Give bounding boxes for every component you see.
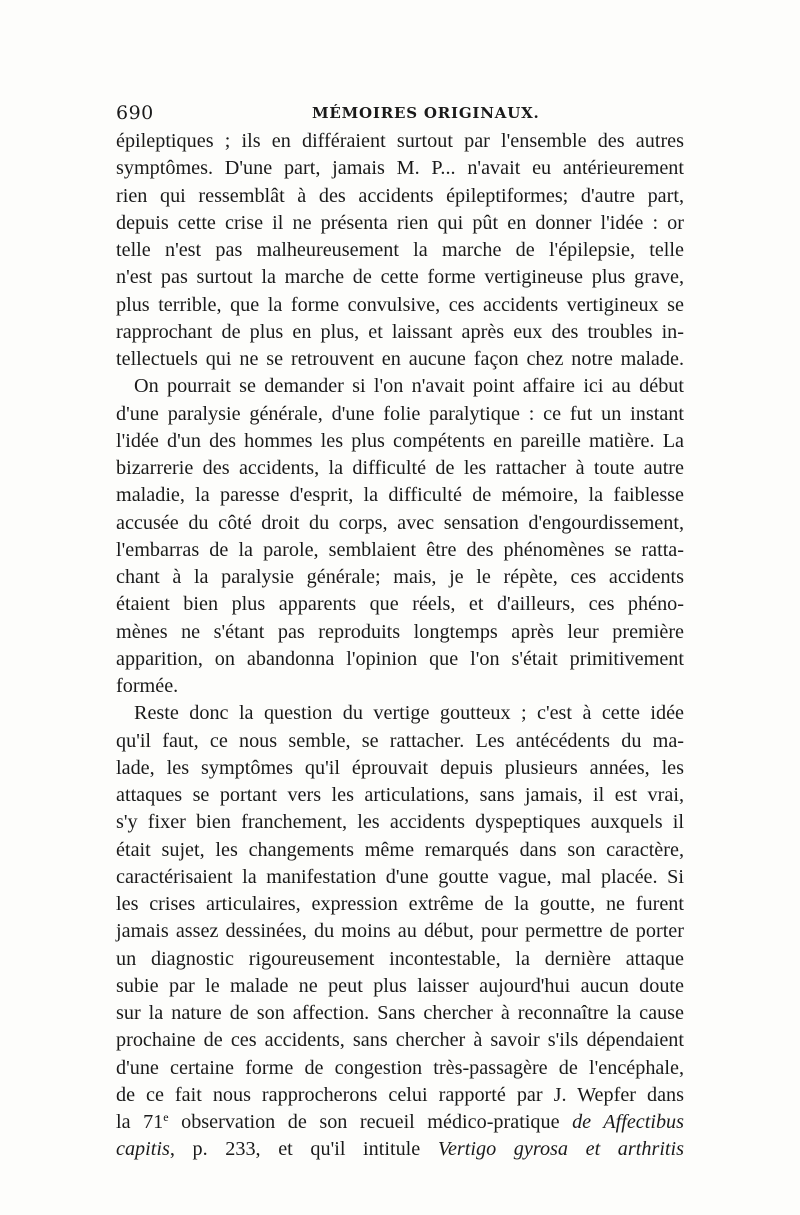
text-line: plus terrible, que la forme convulsive, ces accidents vertigineux se (116, 293, 684, 316)
text-line: symptômes. D'une part, jamais M. P... n'avait eu antérieurement (116, 157, 684, 180)
text-line: rapprochant de plus en plus, et laissant après eux des troubles in- (116, 320, 684, 343)
text-line: jamais assez dessinées, du moins au début, pour permettre de porter (116, 920, 684, 943)
text-fragment: , p. 233, et qu'il intitule (169, 1138, 438, 1161)
page-header (116, 98, 684, 128)
text-line: subie par le malade ne peut plus laisser aujourd'hui aucun doute (116, 974, 684, 997)
page-number: 690 (116, 102, 154, 124)
text-line: n'est pas surtout la marche de cette forme vertigineuse plus grave, (116, 266, 684, 289)
paragraph-start-line: Reste donc la question du vertige goutteux ; c'est à cette idée (134, 702, 684, 725)
superscript: e (163, 1110, 169, 1124)
text-line: apparition, on abandonna l'opinion que l'on s'était primitivement (116, 647, 684, 670)
text-fragment: la 71 (116, 1111, 164, 1133)
italic-title: de Affectibus (572, 1111, 684, 1133)
text-line: s'y fixer bien franchement, les accidents dyspeptiques auxquels il (116, 811, 684, 834)
text-line: l'embarras de la parole, semblaient être des phénomènes se ratta- (116, 538, 684, 561)
text-line: maladie, la paresse d'esprit, la difficulté de mémoire, la faiblesse (116, 484, 684, 507)
text-line: caractérisaient la manifestation d'une goutte vague, mal placée. Si (116, 865, 684, 888)
text-line: chant à la paralysie générale; mais, je le répète, ces accidents (116, 566, 684, 588)
paragraph-start-line: On pourrait se demander si l'on n'avait point affaire ici au début (134, 375, 684, 398)
text-line: d'une certaine forme de congestion très-passagère de l'encéphale, (116, 1056, 684, 1079)
body-text (116, 128, 684, 1164)
italic-title: capitis (116, 1138, 170, 1161)
text-line: depuis cette crise il ne présenta rien qui pût en donner l'idée : or (116, 211, 684, 234)
paragraph-end-line: formée. (116, 675, 179, 697)
text-line: étaient bien plus apparents que réels, et d'ailleurs, ces phéno- (116, 593, 684, 616)
text-line: bizarrerie des accidents, la difficulté de les rattacher à toute autre (116, 457, 684, 479)
text-line: l'idée d'un des hommes les plus compétents en pareille matière. La (116, 429, 684, 452)
text-fragment: observation de son recueil médico-pratique (168, 1111, 573, 1133)
text-line (116, 1109, 684, 1136)
italic-title: Vertigo gyrosa et arthritis (437, 1138, 685, 1161)
text-line: attaques se portant vers les articulations, sans jamais, il est vrai, (116, 784, 684, 806)
text-line: mènes ne s'étant pas reproduits longtemps après leur première (116, 620, 684, 643)
text-line: lade, les symptômes qu'il éprouvait depuis plusieurs années, les (116, 756, 684, 779)
text-line: accusée du côté droit du corps, avec sensation d'engourdissement, (116, 511, 684, 534)
text-line: prochaine de ces accidents, sans chercher à savoir s'ils dépendaient (116, 1029, 684, 1052)
text-line: épileptiques ; ils en différaient surtout par l'ensemble des autres (116, 130, 684, 152)
text-line: était sujet, les changements même remarqués dans son caractère, (116, 838, 684, 861)
running-title: MÉMOIRES ORIGINAUX. (312, 104, 540, 122)
text-line: d'une paralysie générale, d'une folie paralytique : ce fut un instant (116, 402, 684, 425)
text-line: telle n'est pas malheureusement la marche de l'épilepsie, telle (116, 239, 684, 261)
text-line: qu'il faut, ce nous semble, se rattacher. Les antécédents du ma- (116, 729, 684, 752)
text-line: les crises articulaires, expression extrême de la goutte, ne furent (116, 893, 684, 915)
text-line (116, 1136, 684, 1163)
text-line: tellectuels qui ne se retrouvent en aucune façon chez notre malade. (116, 348, 684, 370)
text-line: sur la nature de son affection. Sans chercher à reconnaître la cause (116, 1002, 684, 1024)
text-line: un diagnostic rigoureusement incontestable, la dernière attaque (116, 947, 684, 970)
text-line: de ce fait nous rapprocherons celui rapporté par J. Wepfer dans (116, 1083, 684, 1106)
text-line: rien qui ressemblât à des accidents épileptiformes; d'autre part, (116, 184, 684, 207)
